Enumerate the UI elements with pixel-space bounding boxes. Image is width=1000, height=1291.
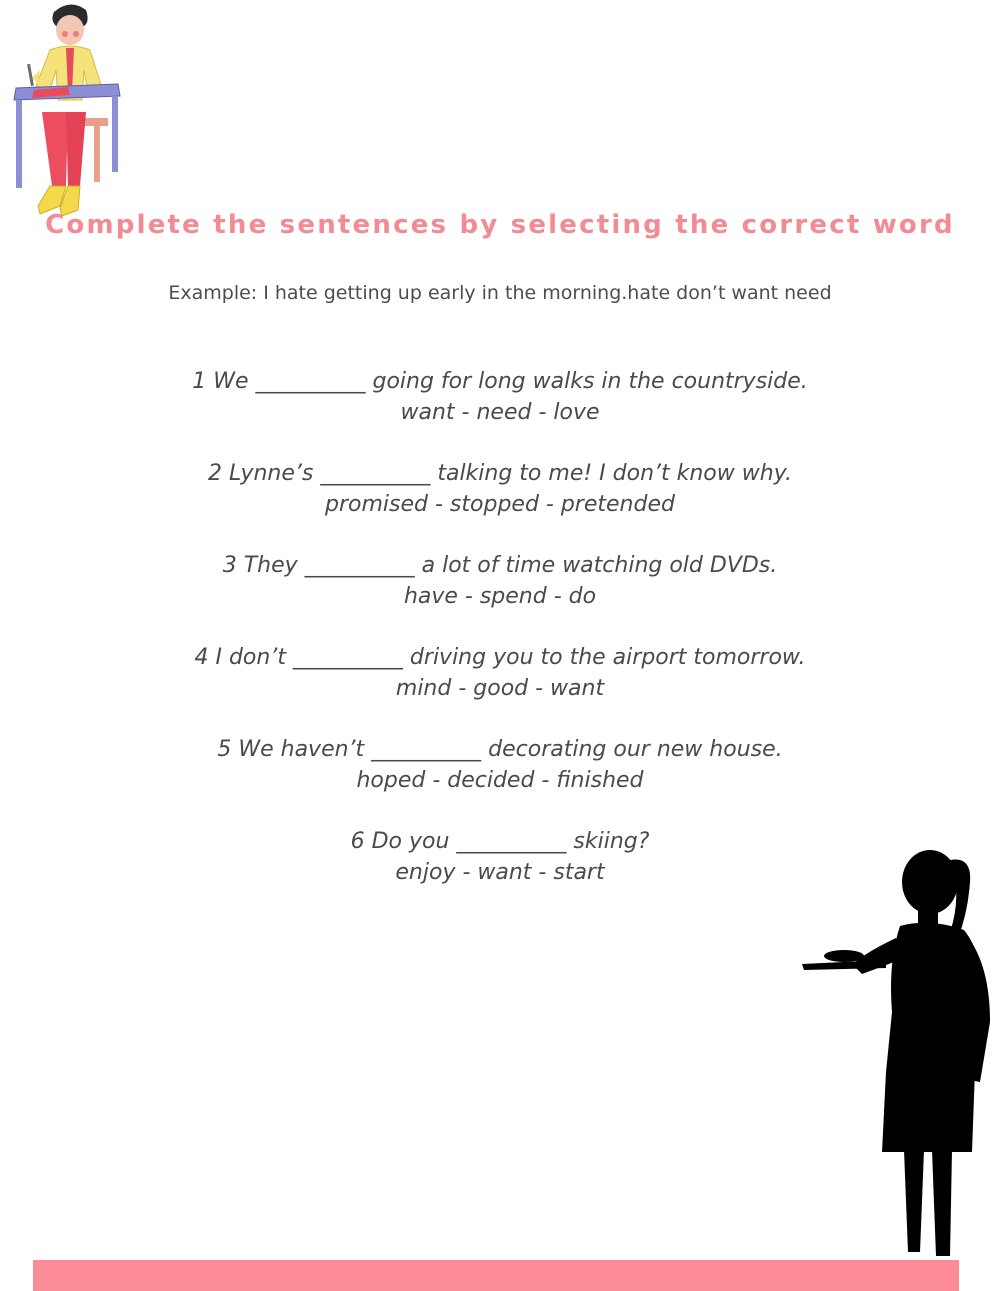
question-5-sentence: 5 We haven’t __________ decorating our new house. bbox=[217, 737, 783, 762]
question-3 bbox=[0, 550, 1000, 642]
question-6-options[interactable]: enjoy - want - start bbox=[395, 860, 605, 885]
question-1-options[interactable]: want - need - love bbox=[400, 400, 600, 425]
question-2-sentence: 2 Lynne’s __________ talking to me! I don’t know why. bbox=[207, 461, 792, 486]
question-1 bbox=[0, 366, 1000, 458]
question-list bbox=[0, 366, 1000, 918]
question-4-options[interactable]: mind - good - want bbox=[395, 676, 605, 701]
question-4-sentence: 4 I don’t __________ driving you to the airport tomorrow. bbox=[194, 645, 806, 670]
question-2 bbox=[0, 458, 1000, 550]
example-sentence: Example: I hate getting up early in the morning.hate don’t want need bbox=[168, 282, 832, 304]
footer-bar bbox=[33, 1260, 959, 1291]
question-3-sentence: 3 They __________ a lot of time watching old DVDs. bbox=[222, 553, 778, 578]
question-6-sentence: 6 Do you __________ skiing? bbox=[350, 829, 650, 854]
question-5-options[interactable]: hoped - decided - finished bbox=[356, 768, 644, 793]
question-5 bbox=[0, 734, 1000, 826]
worksheet-title: Complete the sentences by selecting the correct word bbox=[45, 210, 955, 240]
question-3-options[interactable]: have - spend - do bbox=[403, 584, 597, 609]
question-4 bbox=[0, 642, 1000, 734]
question-2-options[interactable]: promised - stopped - pretended bbox=[325, 492, 675, 517]
student-at-desk-illustration bbox=[10, 0, 130, 222]
waitress-silhouette-illustration bbox=[800, 842, 1000, 1262]
question-1-sentence: 1 We __________ going for long walks in the countryside. bbox=[192, 369, 808, 394]
